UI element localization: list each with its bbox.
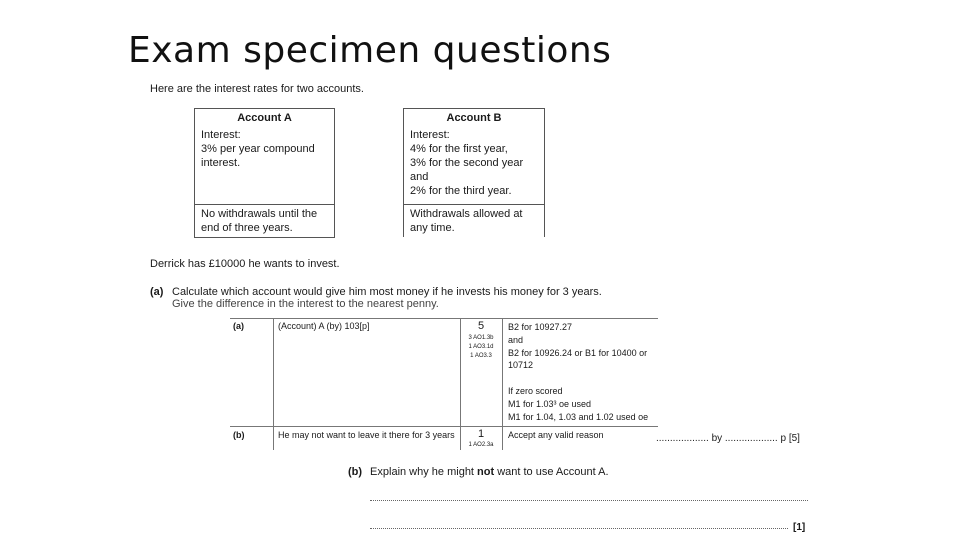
guidance-line: B2 for 10926.24 or B1 for 10400 or bbox=[508, 347, 648, 358]
account-a-footer bbox=[195, 204, 334, 237]
answer-line bbox=[370, 528, 788, 529]
ao-code: 3 AO1.3b bbox=[468, 335, 494, 341]
question-b-emphasis: not bbox=[477, 466, 495, 478]
answer-line bbox=[370, 500, 808, 501]
guidance-line: M1 for 1.03³ oe used bbox=[508, 398, 592, 409]
guidance-line: B2 for 10927.27 bbox=[508, 322, 573, 332]
mark-scheme-answer-b: He may not want to leave it there for 3 years bbox=[278, 430, 455, 440]
ao-code: 1 AO3.3 bbox=[470, 353, 492, 359]
account-a-heading: Account A bbox=[237, 112, 292, 124]
table-divider bbox=[230, 318, 658, 319]
account-a-box bbox=[194, 108, 335, 238]
account-a-line: interest. bbox=[201, 157, 241, 169]
question-b bbox=[348, 466, 609, 478]
account-b-line: and bbox=[410, 171, 429, 183]
intro-text: Here are the interest rates for two accounts. bbox=[150, 83, 364, 95]
answer-line-a: ................... by ................... p [5] bbox=[656, 433, 800, 444]
account-b-details bbox=[404, 128, 544, 198]
question-a-text bbox=[172, 286, 602, 310]
account-b-heading: Account B bbox=[446, 112, 502, 124]
account-b-footer-line: any time. bbox=[410, 222, 455, 234]
account-b-line: 2% for the third year. bbox=[410, 185, 512, 197]
question-b-label: (b) bbox=[348, 466, 363, 478]
account-a-details bbox=[195, 128, 334, 170]
table-divider bbox=[273, 318, 274, 450]
account-b-box bbox=[403, 108, 545, 237]
account-a-footer-line: No withdrawals until the bbox=[201, 208, 318, 220]
question-a-line-2: Give the difference in the interest to the nearest penny. bbox=[172, 298, 439, 310]
guidance-line: If zero scored bbox=[508, 385, 563, 396]
mark-scheme-ao-a bbox=[460, 334, 502, 361]
guidance-line: and bbox=[508, 334, 524, 345]
question-b-text-end: want to use Account A. bbox=[494, 466, 609, 478]
question-a-line-1: Calculate which account would give him most money if he invests his money for 3 years. bbox=[172, 286, 602, 298]
account-b-footer-line: Withdrawals allowed at bbox=[410, 208, 523, 220]
ao-code: 1 AO3.1d bbox=[468, 344, 494, 350]
question-a-label: (a) bbox=[150, 286, 164, 298]
guidance-line bbox=[508, 372, 648, 385]
mark-scheme-part-b: (b) bbox=[233, 430, 245, 440]
mark-scheme-answer-a: (Account) A (by) 103[p] bbox=[278, 321, 370, 331]
account-b-footer bbox=[404, 204, 544, 237]
scenario-text: Derrick has £10000 he wants to invest. bbox=[150, 258, 340, 270]
table-divider bbox=[502, 318, 503, 450]
mark-scheme-ao-b: 1 AO2.3a bbox=[468, 442, 494, 448]
page-title: Exam specimen questions bbox=[128, 30, 612, 71]
guidance-line: M1 for 1.04, 1.03 and 1.02 used oe bbox=[508, 411, 649, 422]
mark-scheme-guidance-a bbox=[508, 321, 648, 423]
account-a-line: Interest: bbox=[201, 129, 241, 141]
mark-scheme-marks-a: 5 bbox=[477, 320, 485, 332]
guidance-line: 10712 bbox=[508, 360, 534, 371]
question-b-text-start: Explain why he might bbox=[370, 466, 478, 478]
account-b-line: 3% for the second year bbox=[410, 157, 524, 169]
account-a-footer-line: end of three years. bbox=[201, 222, 293, 234]
account-b-line: Interest: bbox=[410, 129, 450, 141]
account-b-line: 4% for the first year, bbox=[410, 143, 508, 155]
mark-scheme-marks-b: 1 bbox=[477, 428, 485, 440]
question-b-marks: [1] bbox=[793, 522, 806, 533]
mark-scheme-part-a: (a) bbox=[233, 321, 244, 331]
mark-scheme-guidance-b: Accept any valid reason bbox=[508, 430, 604, 440]
account-a-line: 3% per year compound bbox=[201, 143, 315, 155]
mark-scheme-table bbox=[230, 318, 658, 450]
table-divider bbox=[230, 426, 658, 427]
